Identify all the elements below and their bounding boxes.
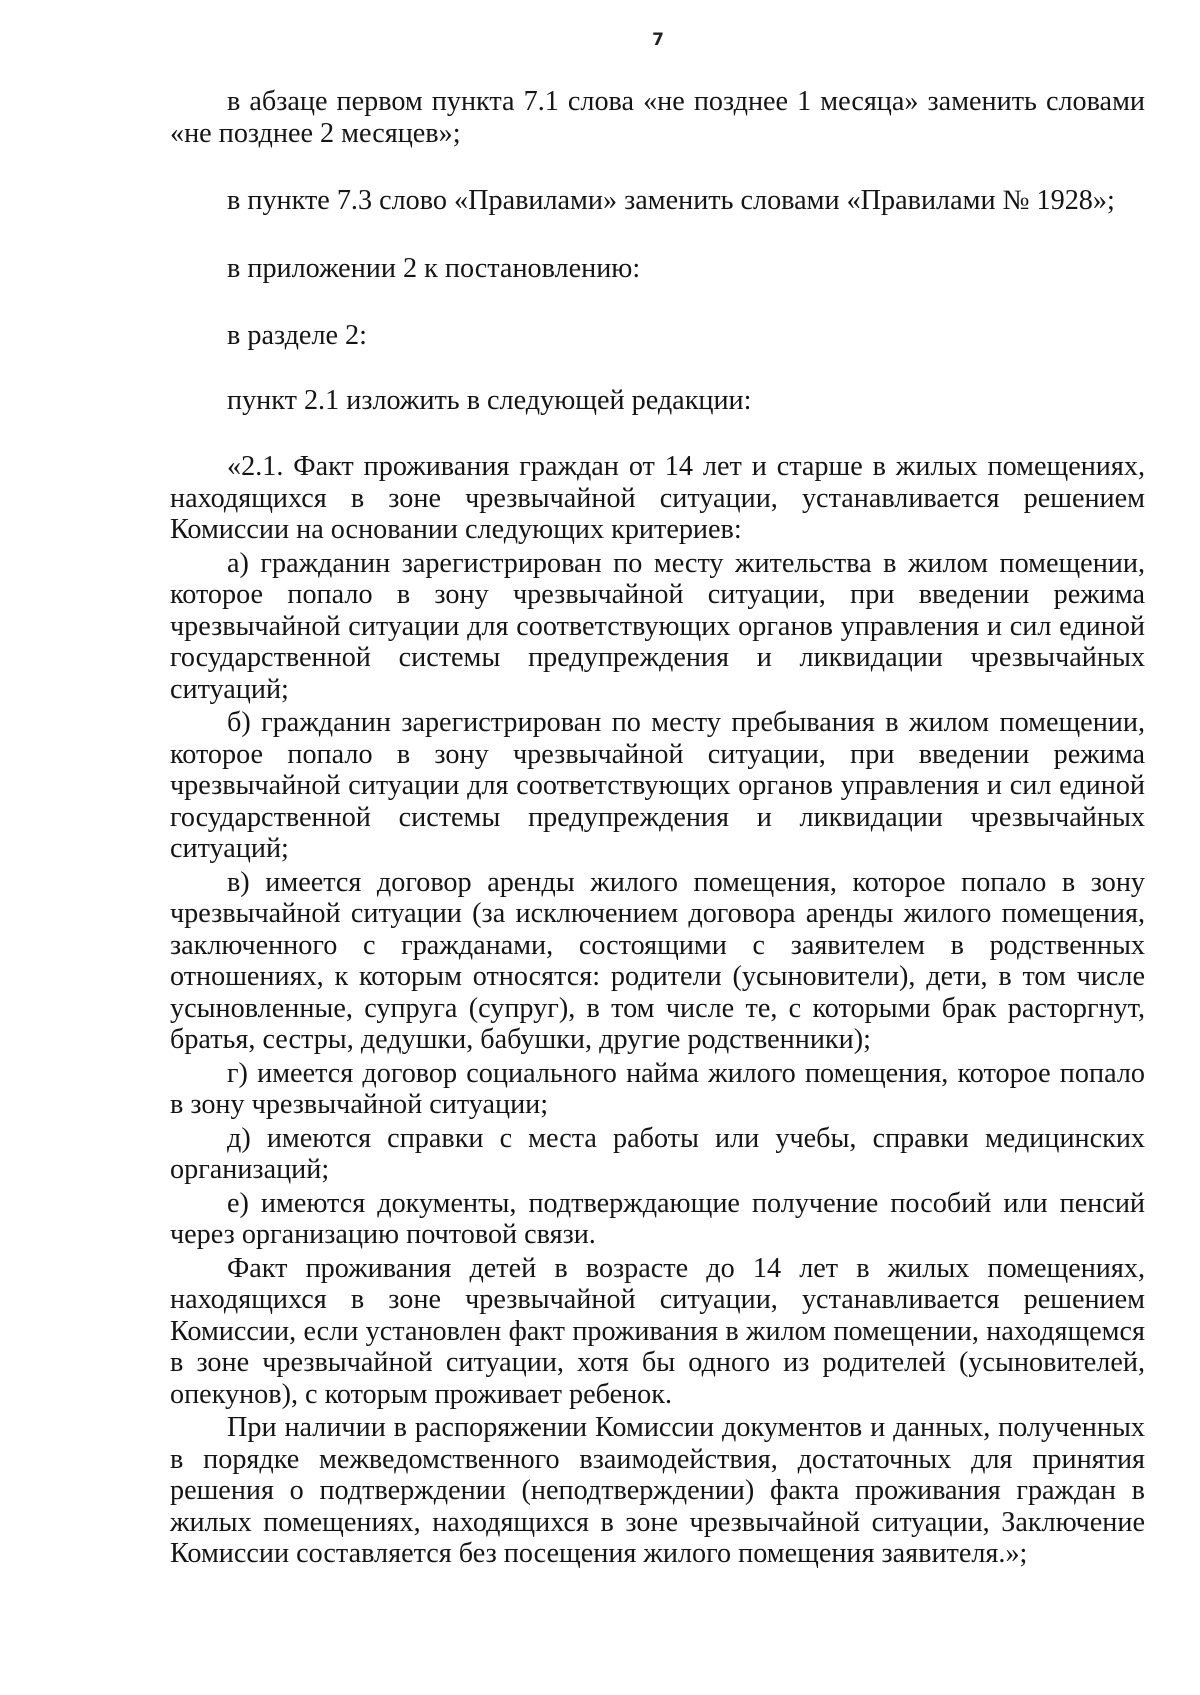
paragraph-amend-7-3: в пункте 7.3 слово «Правилами» заменить словами «Правилами № 1928»; (227, 185, 1115, 216)
list-item-v: в) имеется договор аренды жилого помещения, которое попало в зону чрезвычайной ситуации (за исключением договора аренды жилого помещения, заключенного с гражданами, состоящими с заявителем в родственных отношениях, к которым относятся: родители (усыновители), дети, в том числе усыновленные, супруга (супруг), в том числе те, с которыми брак расторгнут, братья, сестры, дедушки, бабушки, другие родственники); (170, 866, 1145, 1055)
page-number: 7 (652, 30, 664, 50)
list-item-e: е) имеются документы, подтверждающие получение пособий или пенсий через организацию почтовой связи. (170, 1187, 1145, 1250)
paragraph-interagency: При наличии в распоряжении Комиссии документов и данных, полученных в порядке межведомственного взаимодействия, достаточных для принятия решения о подтверждении (неподтверждении) факта проживания граждан в жилых помещениях, находящихся в зоне чрезвычайной ситуации, Заключение Комиссии составляется без посещения жилого помещения заявителя.»; (170, 1412, 1145, 1569)
paragraph-section-2: в разделе 2: (227, 320, 367, 351)
paragraph-appendix-2: в приложении 2 к постановлению: (227, 252, 641, 284)
paragraph-amend-7-1: в абзаце первом пункта 7.1 слова «не позднее 1 месяца» заменить словами «не позднее 2 месяцев»; (170, 86, 1145, 149)
paragraph-clause-2-1: «2.1. Факт проживания граждан от 14 лет и старше в жилых помещениях, находящихся в зоне чрезвычайной ситуации, устанавливается решением Комиссии на основании следующих критериев: (170, 451, 1145, 545)
list-item-d: д) имеются справки с места работы или учебы, справки медицинских организаций; (170, 1122, 1145, 1185)
list-item-g: г) имеется договор социального найма жилого помещения, которое попало в зону чрезвычайной ситуации; (170, 1057, 1145, 1120)
list-item-b: б) гражданин зарегистрирован по месту пребывания в жилом помещении, которое попало в зону чрезвычайной ситуации, при введении режима чрезвычайной ситуации для соответствующих органов управления и сил единой государственной системы предупреждения и ликвидации чрезвычайных ситуаций; (170, 707, 1145, 864)
list-item-a: а) гражданин зарегистрирован по месту жительства в жилом помещении, которое попало в зону чрезвычайной ситуации, при введении режима чрезвычайной ситуации для соответствующих органов управления и сил единой государственной системы предупреждения и ликвидации чрезвычайных ситуаций; (170, 547, 1145, 705)
paragraph-children: Факт проживания детей в возрасте до 14 лет в жилых помещениях, находящихся в зоне чрезвычайной ситуации, устанавливается решением Комиссии, если установлен факт проживания в жилом помещении, находящемся в зоне чрезвычайной ситуации, хотя бы одного из родителей (усыновителей, опекунов), с которым проживает ребенок. (170, 1252, 1145, 1410)
paragraph-clause-2-1-intro: пункт 2.1 изложить в следующей редакции: (227, 384, 752, 416)
document-body (170, 86, 1145, 1570)
